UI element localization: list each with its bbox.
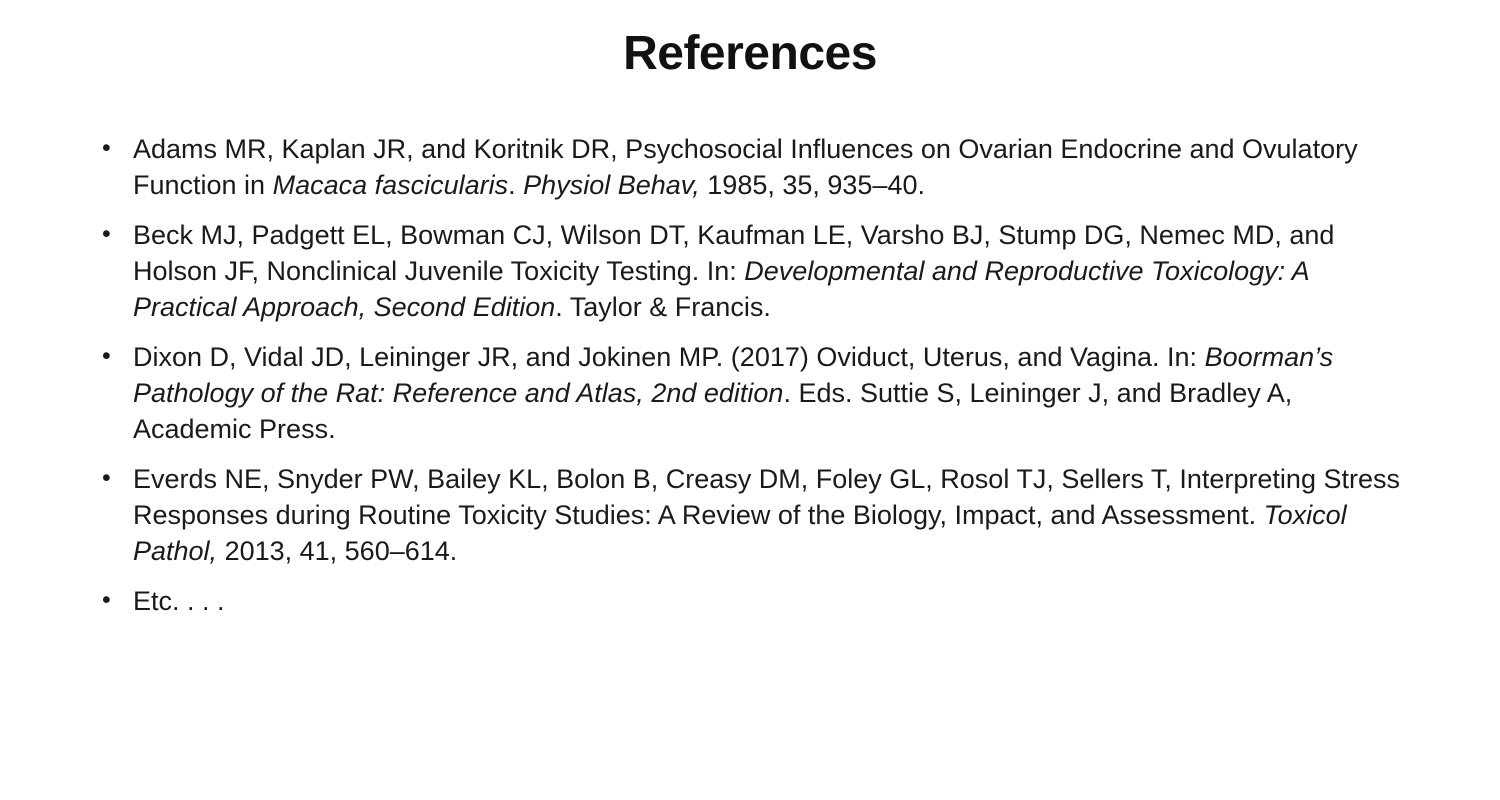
bullet-marker: • — [102, 464, 111, 492]
bullet-marker: • — [102, 134, 111, 162]
reference-text: Dixon D, Vidal JD, Leininger JR, and Jokinen MP. (2017) Oviduct, Uterus, and Vagina. In: Boorman’s Pathology of the Rat: Reference and Atlas, 2nd edition. Eds. Suttie S, Leininger J, and Bradley A, Academic Press. — [133, 342, 1334, 444]
reference-item — [100, 217, 1405, 325]
reference-item — [100, 583, 1405, 619]
bullet-marker: • — [102, 342, 111, 370]
reference-item — [100, 461, 1405, 569]
bullet-marker: • — [102, 220, 111, 248]
references-list — [0, 131, 1500, 619]
reference-text: Everds NE, Snyder PW, Bailey KL, Bolon B, Creasy DM, Foley GL, Rosol TJ, Sellers T, Interpreting Stress Responses during Routine Toxicity Studies: A Review of the Biology, Impact, and Assessment. Toxicol Pathol, 2013, 41, 560–614. — [133, 464, 1400, 566]
reference-item — [100, 131, 1405, 203]
reference-item — [100, 339, 1405, 447]
reference-text: Adams MR, Kaplan JR, and Koritnik DR, Psychosocial Influences on Ovarian Endocrine and Ovulatory Function in Macaca fascicularis. Physiol Behav, 1985, 35, 935–40. — [133, 134, 1358, 200]
bullet-marker: • — [102, 586, 111, 614]
slide-title: References — [623, 27, 877, 80]
reference-text: Etc. . . . — [133, 586, 225, 616]
reference-text: Beck MJ, Padgett EL, Bowman CJ, Wilson DT, Kaufman LE, Varsho BJ, Stump DG, Nemec MD, and Holson JF, Nonclinical Juvenile Toxicity Testing. In: Developmental and Reproductive Toxicology: A Practical Approach, Second Edition. Taylor & Francis. — [133, 220, 1335, 322]
